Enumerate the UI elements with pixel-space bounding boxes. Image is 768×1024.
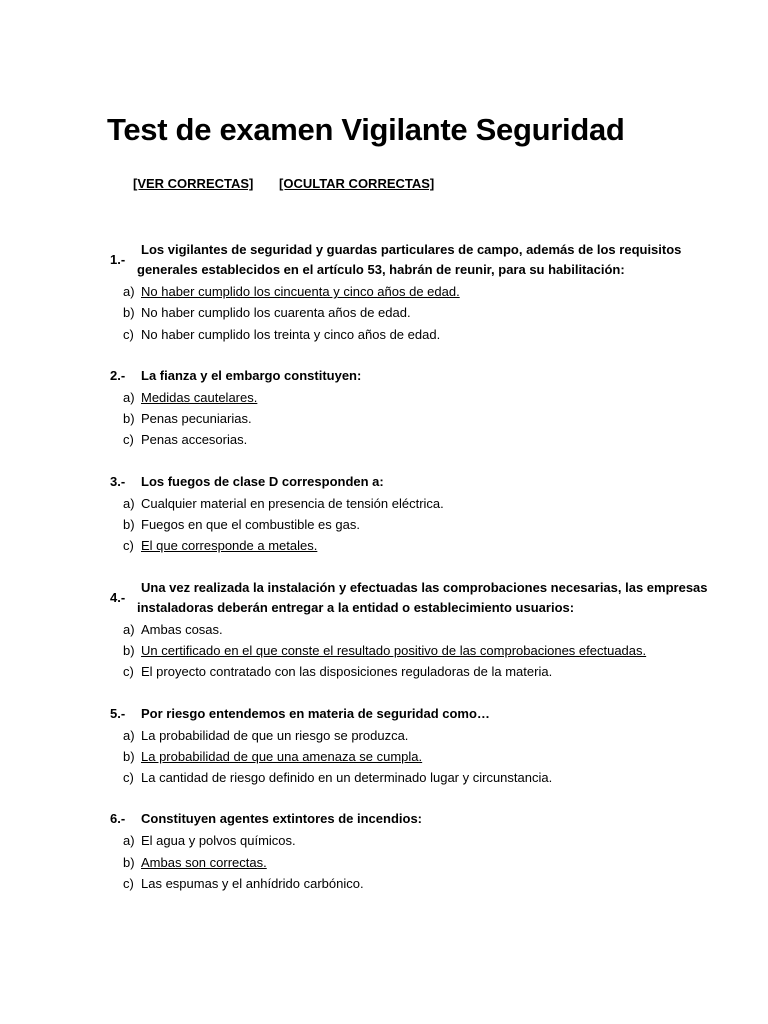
option-list — [0, 619, 768, 683]
option-a[interactable]: a) La probabilidad de que un riesgo se produzca. — [123, 727, 409, 743]
option-b[interactable]: b) Un certificado en el que conste el resultado positivo de las comprobaciones efectuadas. — [123, 642, 647, 658]
question-number: 6.- — [110, 811, 126, 827]
question-text: Una vez realizada la instalación y efectuadas las comprobaciones necesarias, las empresas instaladoras deberán entregar a la entidad o establecimiento usuarios: — [137, 579, 708, 615]
page-title: Test de examen Vigilante Seguridad — [107, 112, 625, 147]
option-a[interactable]: a) Ambas cosas. — [123, 621, 223, 637]
option-list — [0, 387, 768, 451]
option-a[interactable]: a) Cualquier material en presencia de tensión eléctrica. — [123, 495, 444, 511]
option-list — [0, 493, 768, 557]
question-text: La fianza y el embargo constituyen: — [141, 367, 362, 383]
question-text: Constituyen agentes extintores de incendios: — [141, 811, 422, 827]
question-number: 5.- — [110, 705, 126, 721]
option-c[interactable]: c) Penas accesorias. — [123, 432, 248, 448]
question-2 — [0, 366, 768, 451]
question-number: 1.- — [110, 252, 126, 267]
option-b[interactable]: b) Fuegos en que el combustible es gas. — [123, 517, 360, 533]
option-c[interactable]: c) El proyecto contratado con las disposiciones reguladoras de la materia. — [123, 664, 553, 680]
answer-toggle-links — [133, 176, 434, 191]
option-a[interactable]: a) El agua y polvos químicos. — [123, 833, 296, 849]
option-b[interactable]: b) Ambas son correctas. — [123, 854, 267, 870]
question-text: Por riesgo entendemos en materia de seguridad como… — [141, 705, 490, 721]
option-list — [0, 281, 768, 345]
question-text: Los fuegos de clase D corresponden a: — [141, 473, 384, 489]
option-a[interactable]: a) Medidas cautelares. — [123, 389, 258, 405]
show-correct-link[interactable]: [VER CORRECTAS] — [133, 176, 254, 191]
question-6 — [0, 809, 768, 894]
option-c[interactable]: c) El que corresponde a metales. — [123, 538, 318, 554]
option-a[interactable]: a) No haber cumplido los cincuenta y cinco años de edad. — [123, 284, 460, 299]
option-b[interactable]: b) No haber cumplido los cuarenta años de edad. — [123, 305, 411, 321]
option-b[interactable]: b) La probabilidad de que una amenaza se cumpla. — [123, 748, 423, 764]
option-b[interactable]: b) Penas pecuniarias. — [123, 411, 252, 427]
question-1 — [0, 240, 768, 345]
option-list — [0, 725, 768, 789]
question-list — [0, 240, 768, 915]
question-text: Los vigilantes de seguridad y guardas particulares de campo, además de los requisitos generales establecidos en el artículo 53, habrán de reunir, para su habilitación: — [137, 242, 682, 277]
question-4 — [0, 578, 768, 683]
hide-correct-link[interactable]: [OCULTAR CORRECTAS] — [279, 176, 435, 191]
option-list — [0, 830, 768, 894]
question-number: 3.- — [110, 473, 126, 489]
option-c[interactable]: c) Las espumas y el anhídrido carbónico. — [123, 876, 364, 892]
question-number: 4.- — [110, 589, 126, 605]
option-c[interactable]: c) La cantidad de riesgo definido en un determinado lugar y circunstancia. — [123, 770, 553, 786]
question-3 — [0, 472, 768, 557]
option-c[interactable]: c) No haber cumplido los treinta y cinco años de edad. — [123, 326, 441, 342]
question-number: 2.- — [110, 367, 126, 383]
question-5 — [0, 704, 768, 789]
